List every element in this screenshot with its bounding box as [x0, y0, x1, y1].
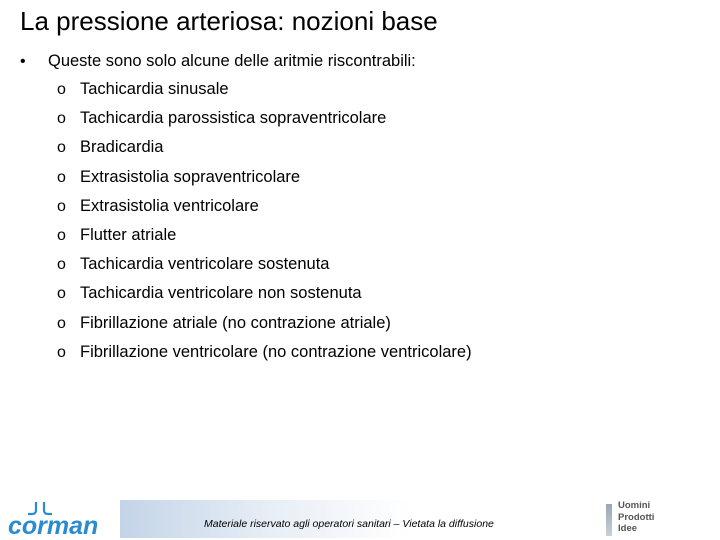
list-item — [20, 284, 700, 313]
intro-bullet — [20, 52, 700, 80]
logo-left-text: corman — [8, 512, 99, 538]
list-item-text: Extrasistolia ventricolare — [80, 196, 259, 215]
list-item-text: Fibrillazione atriale (no contrazione atriale) — [80, 313, 391, 332]
list-item — [20, 168, 700, 197]
list-item-text: Tachicardia ventricolare sostenuta — [80, 255, 330, 274]
list-item-text: Fibrillazione ventricolare (no contrazione ventricolare) — [80, 342, 472, 361]
list-item — [20, 255, 700, 284]
list-item — [20, 197, 700, 226]
corman-logo — [6, 498, 116, 538]
sub-marker: o — [57, 168, 66, 186]
list-item — [20, 314, 700, 343]
sub-marker: o — [57, 81, 66, 98]
sub-marker: o — [57, 139, 66, 157]
slide-title: La pressione arteriosa: nozioni base — [20, 6, 438, 36]
intro-text: Queste sono solo alcune delle aritmie riscontrabili: — [48, 52, 416, 70]
list-item-text: Tachicardia parossistica sopraventricolare — [80, 109, 387, 128]
list-item — [20, 109, 700, 138]
logo-bar-icon — [606, 504, 612, 536]
sub-marker: o — [57, 314, 66, 332]
list-item — [20, 138, 700, 167]
sub-marker: o — [57, 197, 66, 215]
upi-logo — [604, 500, 716, 540]
sub-marker: o — [57, 285, 66, 303]
list-item-text: Tachicardia ventricolare non sostenuta — [80, 284, 362, 303]
list-item — [20, 226, 700, 255]
list-item — [20, 80, 700, 109]
sub-marker: o — [57, 110, 66, 128]
arrhythmia-list — [20, 80, 700, 372]
bullet-marker: • — [20, 53, 26, 70]
sub-marker: o — [57, 343, 66, 361]
list-item-text: Tachicardia sinusale — [80, 80, 229, 98]
list-item — [20, 343, 700, 372]
list-item-text: Extrasistolia sopraventricolare — [80, 167, 301, 186]
logo-right-text: Uomini Prodotti Idee — [618, 500, 655, 534]
sub-marker: o — [57, 256, 66, 274]
list-item-text: Flutter atriale — [80, 225, 177, 244]
sub-marker: o — [57, 226, 66, 244]
slide-content — [20, 52, 700, 372]
footer-note: Materiale riservato agli operatori sanitari – Vietata la diffusione — [204, 518, 494, 530]
list-item-text: Bradicardia — [80, 138, 164, 157]
